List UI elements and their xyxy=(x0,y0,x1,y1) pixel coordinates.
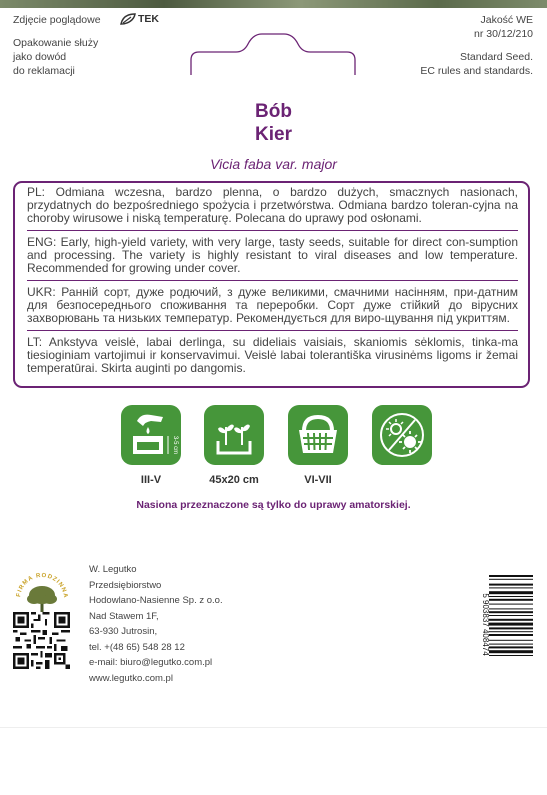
plant-spacing: 45x20 cm xyxy=(209,474,259,486)
barcode-bar xyxy=(489,587,533,588)
harvest-period: VI-VII xyxy=(304,474,332,486)
company-line: 63-930 Jutrosin, xyxy=(89,626,158,637)
company-website: www.legutko.com.pl xyxy=(89,672,173,684)
barcode-bar xyxy=(489,619,533,621)
barcode-bar xyxy=(489,584,533,586)
divider xyxy=(0,727,547,728)
company-email: e-mail: biuro@legutko.com.pl xyxy=(89,657,213,668)
divider xyxy=(27,280,518,281)
barcode-bar xyxy=(489,575,533,577)
standard-line: EC rules and standards. xyxy=(420,65,533,77)
product-name: Bób xyxy=(255,101,292,122)
barcode-bar xyxy=(489,655,533,656)
divider xyxy=(27,230,518,231)
barcode-bar xyxy=(489,611,533,613)
barcode-bar xyxy=(489,623,533,626)
complaint-line: jako dowód xyxy=(13,51,67,63)
barcode-bar xyxy=(489,615,533,616)
leaf-icon xyxy=(120,13,136,25)
barcode-bar xyxy=(489,599,533,601)
barcode-bar xyxy=(489,646,533,648)
description-box xyxy=(13,181,530,388)
product-photo-strip xyxy=(0,0,547,8)
description-pl: PL: Odmiana wczesna, bardzo plenna, o bardzo dużych, smacznych nasionach, przydatnych do bezpośredniego spożycia i przetwórstwa. Odmiana bardzo toleran-cyjna na choroby wirusowe i niską temperaturę. Polecana do uprawy pod osłonami. xyxy=(27,185,518,225)
sowing-depth-label: 3-5 cm xyxy=(172,435,178,455)
complaint-line: do reklamacji xyxy=(13,65,75,77)
sun-shade-icon xyxy=(372,405,432,465)
company-line: Przedsiębiorstwo xyxy=(89,579,162,591)
quality-number: nr 30/12/210 xyxy=(474,28,533,40)
barcode-bar xyxy=(489,579,533,580)
company-address xyxy=(89,562,223,686)
barcode-bar xyxy=(489,631,533,632)
quality-label: Jakość WE xyxy=(480,14,533,26)
barcode-bar xyxy=(489,608,533,609)
photo-disclaimer: Zdjęcie poglądowe xyxy=(13,14,101,26)
barcode-bar xyxy=(489,604,533,605)
company-line: W. Legutko xyxy=(89,564,137,575)
header-right xyxy=(420,13,533,78)
barcode-bar xyxy=(489,591,533,594)
standard-line: Standard Seed. xyxy=(460,51,533,63)
qr-code xyxy=(13,612,70,669)
description-ukr: UKR: Ранній сорт, дуже родючий, з дуже великими, смачними насінням, при-датним для безпосереднього споживання та переробки. Сорт дуже стійкий до вірусних захворювань та низьких температур. Рекомендується для виро-щування під укриттям. xyxy=(27,285,518,325)
description-eng: ENG: Early, high-yield variety, with very large, tasty seeds, suitable for direct con-sumption and processing. The variety is highly resistant to viral diseases and low temperature. Recommended for growing under cover. xyxy=(27,235,518,275)
company-line: Hodowlano-Nasienne Sp. z o.o. xyxy=(89,595,223,606)
company-line: Nad Stawem 1F, xyxy=(89,610,159,622)
sowing-period: III-V xyxy=(140,474,162,486)
barcode-bar xyxy=(489,640,533,641)
tek-label: TEK xyxy=(138,13,159,25)
barcode-bar xyxy=(489,650,533,653)
logo-text: FIRMA RODZINNA xyxy=(16,572,69,599)
amateur-use-note: Nasiona przeznaczone są tylko do uprawy amatorskiej. xyxy=(136,499,411,511)
barcode-number: 5 903837 408474 xyxy=(481,593,490,656)
product-variety: Kier xyxy=(255,124,292,145)
harvest-basket-icon xyxy=(288,405,348,465)
spacing-icon xyxy=(204,405,264,465)
barcode-bar xyxy=(489,634,533,636)
latin-name: Vicia faba var. major xyxy=(210,156,337,172)
complaint-line: Opakowanie służy xyxy=(13,37,99,49)
barcode xyxy=(479,573,534,676)
header-left xyxy=(13,13,101,78)
tek-badge xyxy=(120,13,159,25)
barcode-bar xyxy=(489,627,533,629)
company-phone: tel. +(48 65) 548 28 12 xyxy=(89,641,185,653)
hang-tab-outline xyxy=(190,32,356,76)
divider xyxy=(27,330,518,331)
sowing-icon xyxy=(121,405,181,465)
barcode-bar xyxy=(489,596,533,597)
description-lt: LT: Ankstyva veislė, labai derlinga, su dideliais vaisiais, skaniomis sėklomis, tinka-ma tiesioginiam vartojimui ir konservavimui. Veislė labai tolerantiška virusinėms ligoms ir žemai temperatūrai. Skirta auginti po dangomis. xyxy=(27,335,518,375)
barcode-bar xyxy=(489,644,533,645)
